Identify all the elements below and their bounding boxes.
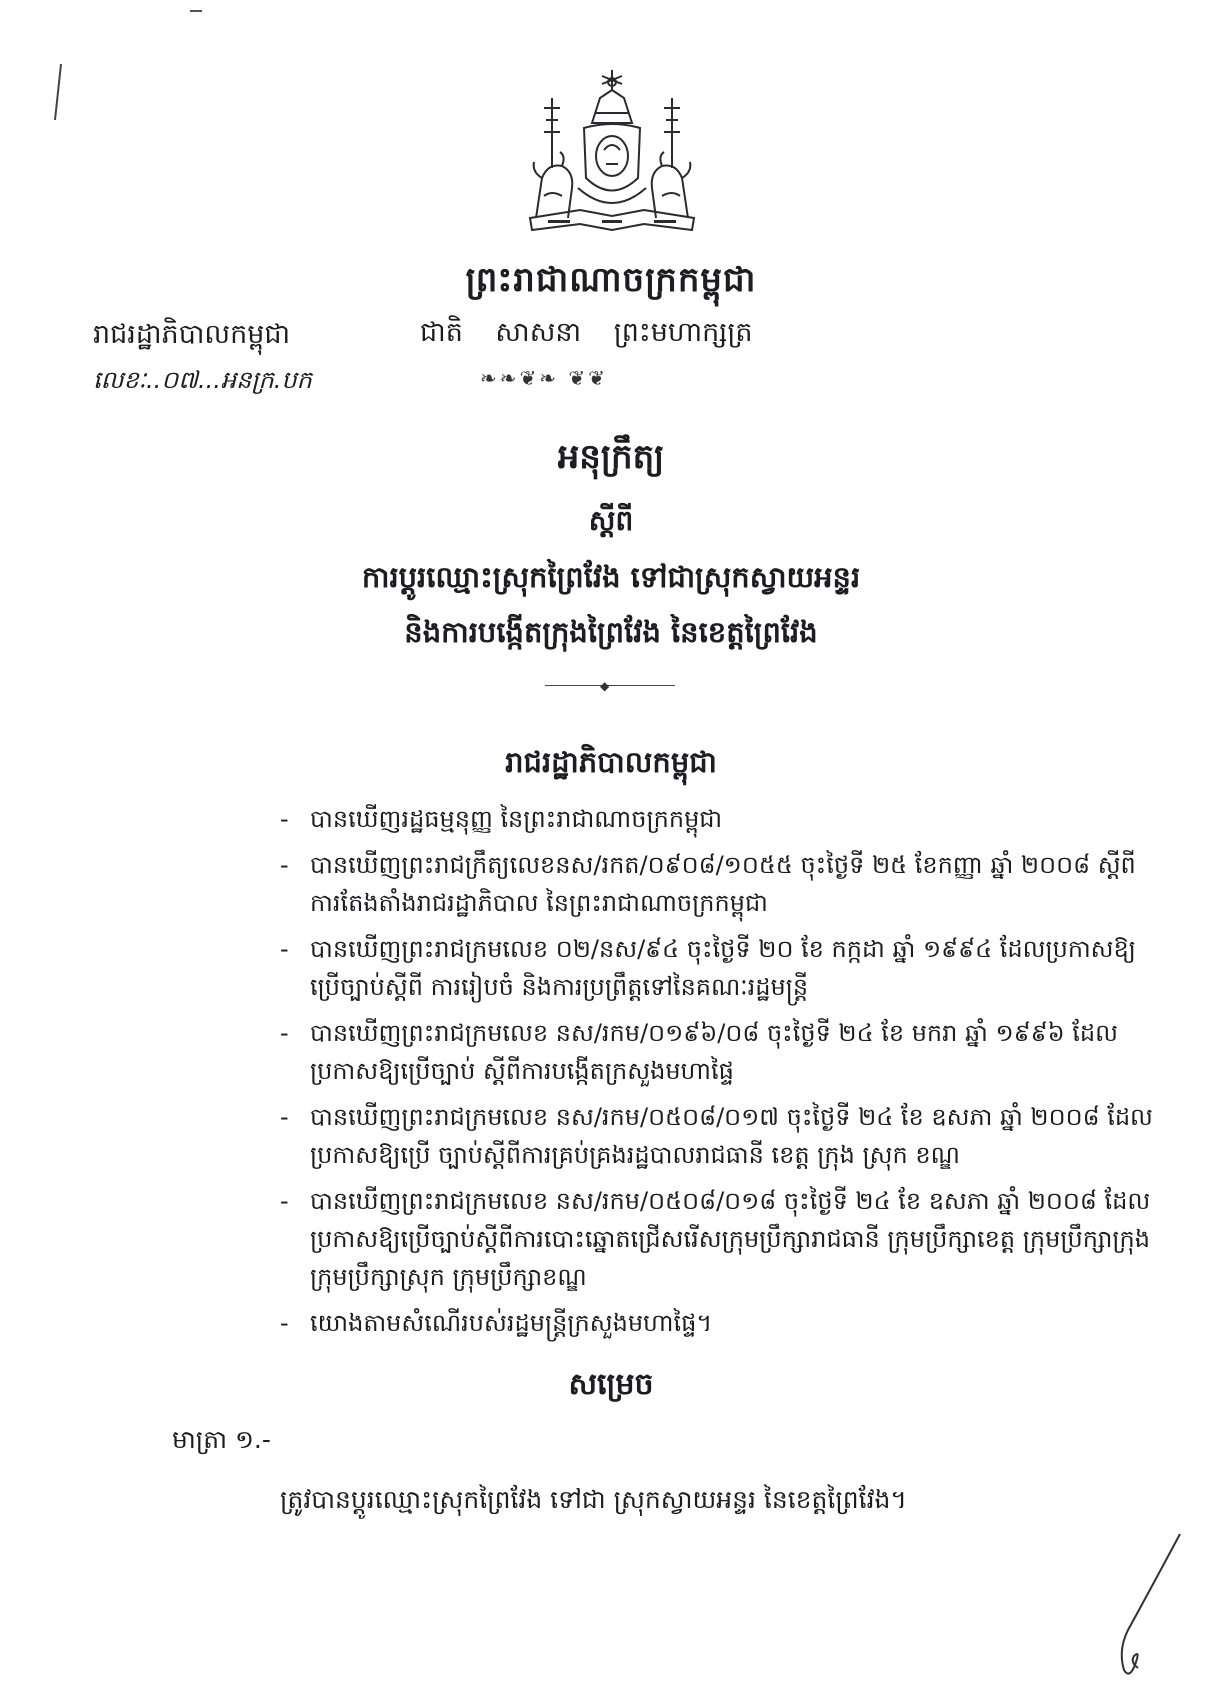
subject-line-1: ការប្តូរឈ្មោះស្រុកព្រៃវែង ទៅជាស្រុកស្វាយអន្ទរ [361,560,861,594]
consideration-item [280,1098,1160,1174]
list-dash: - [280,1309,289,1337]
consideration-text: បានឃើញព្រះរាជក្រមលេខ នស/រកម/០១៩៦/០៨ ចុះថ្ងៃទី ២៤ ខែ មករា ឆ្នាំ ១៩៩៦ ដែលប្រកាសឱ្យប្រើច្បាប់ ស្តីពីការបង្កើតក្រសួងមហាផ្ទៃ [310,1019,1118,1085]
list-dash: - [280,851,289,879]
subject-line-2: និងការបង្កើតក្រុងព្រៃវែង នៃខេត្តព្រៃវែង [404,615,818,649]
initial-signature [1090,1530,1190,1690]
pen-stroke-mark [52,62,64,122]
about-label: ស្តីពី [588,504,634,537]
consideration-item [280,800,1160,838]
article-text: ត្រូវបានប្តូរឈ្មោះស្រុកព្រៃវែង ទៅជា ស្រុកស្វាយអន្ទរ នៃខេត្តព្រៃវែង។ [280,1485,907,1514]
document-number: លេខៈ..០៧...អនក្រ.បក [93,366,312,394]
ornament-divider: ❧❧❦❧ ❦❦ [480,366,608,390]
list-dash: - [280,1187,289,1215]
consideration-text: យោងតាមសំណើរបស់រដ្ឋមន្ត្រីក្រសួងមហាផ្ទៃ។ [310,1309,713,1337]
consideration-item [280,1182,1160,1296]
decision-heading: សម្រេច [568,1367,654,1402]
consideration-item [280,846,1160,922]
section-divider [545,685,675,686]
list-dash: - [280,935,289,963]
considerations-list [280,800,1160,1350]
article-label: មាត្រា ១.- [172,1425,271,1454]
list-dash: - [280,1103,289,1131]
consideration-text: បានឃើញរដ្ឋធម្មនុញ្ញ នៃព្រះរាជាណាចក្រកម្ពុជា [310,805,723,833]
kingdom-heading: ព្រះរាជាណាចក្រកម្ពុជា [465,260,757,300]
consideration-text: បានឃើញព្រះរាជក្រមលេខ ០២/នស/៩៤ ចុះថ្ងៃទី ២០ ខែ កក្កដា ឆ្នាំ ១៩៩៤ ដែលប្រកាសឱ្យប្រើច្បាប់ស្តីពី ការរៀបចំ និងការប្រព្រឹត្តទៅនៃគណៈរដ្ឋមន្ត្រី [310,935,1136,1001]
consideration-item [280,1304,1160,1342]
consideration-item [280,1014,1160,1090]
consideration-text: បានឃើញព្រះរាជក្រឹត្យលេខនស/រកត/០៩០៨/១០៥៥ ចុះថ្ងៃទី ២៥ ខែកញ្ញា ឆ្នាំ ២០០៨ ស្តីពីការតែងតាំងរាជរដ្ឋាភិបាល នៃព្រះរាជាណាចក្រកម្ពុជា [310,851,1136,917]
government-heading: រាជរដ្ឋាភិបាលកម្ពុជា [505,745,717,779]
list-dash: - [280,1019,289,1047]
list-dash: - [280,805,289,833]
national-motto: ជាតិ សាសនា ព្រះមហាក្សត្រ [420,317,753,348]
issuing-authority: រាជរដ្ឋាភិបាលកម្ពុជា [93,319,291,350]
consideration-item [280,930,1160,1006]
consideration-text: បានឃើញព្រះរាជក្រមលេខ នស/រកម/០៥០៨/០១៨ ចុះថ្ងៃទី ២៤ ខែ ឧសភា ឆ្នាំ ២០០៨ ដែលប្រកាសឱ្យប្រើច្បាប់ស្តីពីការបោះឆ្នោតជ្រើសរើសក្រុមប្រឹក្សារាជធានី ក្រុមប្រឹក្សាខេត្ត ក្រុមប្រឹក្សាក្រុង ក្រុមប្រឹក្សាស្រុក ក្រុមប្រឹក្សាខណ្ឌ [310,1187,1151,1291]
document-type: អនុក្រឹត្យ [557,437,665,477]
scan-mark [190,10,202,12]
royal-arms-icon [522,68,702,238]
consideration-text: បានឃើញព្រះរាជក្រមលេខ នស/រកម/០៥០៨/០១៧ ចុះថ្ងៃទី ២៤ ខែ ឧសភា ឆ្នាំ ២០០៨ ដែលប្រកាសឱ្យប្រើ ច្បាប់ស្តីពីការគ្រប់គ្រងរដ្ឋបាលរាជធានី ខេត្ត ក្រុង ស្រុក ខណ្ឌ [310,1103,1153,1169]
divider-ornament-icon: ◆ [600,679,610,693]
